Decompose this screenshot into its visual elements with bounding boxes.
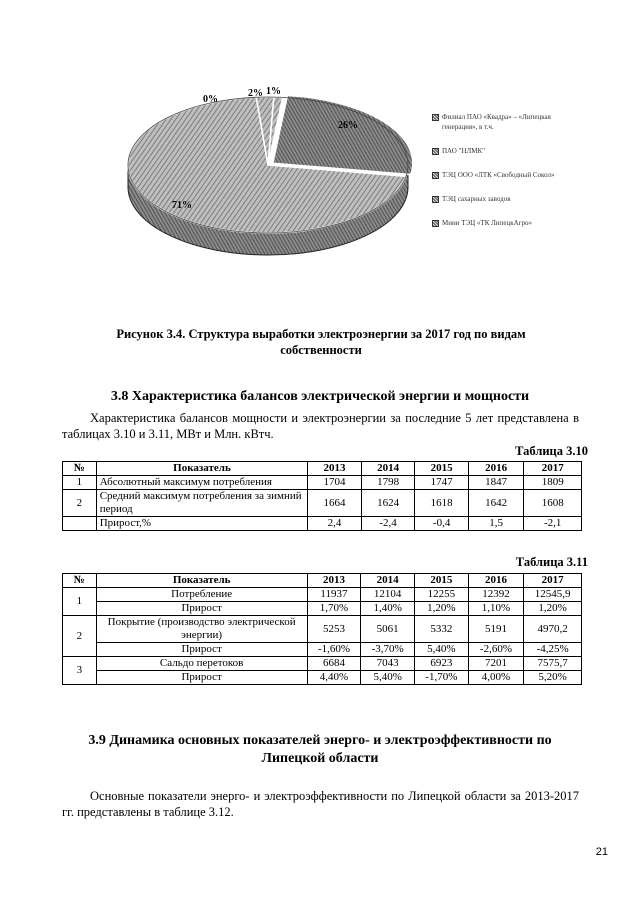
table-header-row: [63, 574, 582, 588]
table-cell: 1: [63, 588, 97, 616]
legend-label: Мини ТЭЦ «ТК ЛипецкАгро»: [442, 219, 533, 227]
table-cell: Прирост: [96, 602, 307, 616]
table-cell: [63, 517, 97, 531]
table-header-cell: 2013: [308, 462, 362, 476]
table-cell: 1847: [468, 476, 524, 490]
section-3-9-heading-line-2: Липецкой области: [261, 751, 379, 766]
legend-label: Филиал ПАО «Квадра» – «Липецкая генерация», в т.ч.: [442, 113, 551, 131]
section-3-8-paragraph: [62, 410, 579, 442]
table-header-row: [63, 462, 582, 476]
caption-line-1: Рисунок 3.4. Структура выработки электроэнергии за 2017 год по видам: [116, 327, 526, 341]
table-header-cell: 2017: [524, 574, 582, 588]
table-cell: 5253: [307, 616, 361, 643]
table-row: [63, 476, 582, 490]
caption-line-2: собственности: [280, 343, 362, 357]
legend-item: [432, 194, 582, 204]
table-cell: 5191: [468, 616, 524, 643]
section-3-8-text: Характеристика балансов мощности и электроэнергии за последние 5 лет представлена в таблицах 3.10 и 3.11, МВт и Млн. кВтч.: [62, 411, 579, 441]
table-cell: -0,4: [415, 517, 469, 531]
table-cell: 12104: [361, 588, 415, 602]
table-cell: 7043: [361, 657, 415, 671]
table-cell: 12545,9: [524, 588, 582, 602]
table-cell: 4,00%: [468, 671, 524, 685]
table-cell: 12392: [468, 588, 524, 602]
table-3-10: [62, 461, 582, 531]
table-cell: 2,4: [308, 517, 362, 531]
pie-label-71: 71%: [172, 200, 192, 211]
table-header-cell: 2013: [307, 574, 361, 588]
table-cell: 1704: [308, 476, 362, 490]
table-cell: 2: [63, 490, 97, 517]
table-cell: Сальдо перетоков: [96, 657, 307, 671]
table-cell: Средний максимум потребления за зимний период: [96, 490, 308, 517]
table-cell: 12255: [414, 588, 468, 602]
section-3-9-heading-line-1: 3.9 Динамика основных показателей энерго- и электроэффективности по: [88, 733, 552, 748]
table-cell: 5061: [361, 616, 415, 643]
table-cell: 5,20%: [524, 671, 582, 685]
table-cell: -3,70%: [361, 643, 415, 657]
table-cell: Покрытие (производство электрической энергии): [96, 616, 307, 643]
table-3-11: [62, 573, 582, 685]
pie-label-1: 1%: [266, 86, 281, 97]
section-3-9-text: Основные показатели энерго- и электроэффективности по Липецкой области за 2013-2017 гг. представлены в таблице 3.12.: [62, 789, 579, 819]
table-cell: 1,40%: [361, 602, 415, 616]
table-row: [63, 588, 582, 602]
table-cell: 1642: [468, 490, 524, 517]
table-header-cell: 2016: [468, 462, 524, 476]
table-header-cell: 2017: [524, 462, 582, 476]
table-cell: 1,70%: [307, 602, 361, 616]
table-cell: 7575,7: [524, 657, 582, 671]
table-cell: 1809: [524, 476, 582, 490]
table-cell: Прирост: [96, 643, 307, 657]
table-header-cell: 2015: [415, 462, 469, 476]
table-cell: Абсолютный максимум потребления: [96, 476, 308, 490]
table-header-cell: 2015: [414, 574, 468, 588]
pie-label-0: 0%: [203, 94, 218, 105]
legend-label: ТЭЦ ООО «ЛТК «Свободный Сокол»: [442, 171, 555, 179]
table-cell: 7201: [468, 657, 524, 671]
table-header-cell: 2014: [361, 462, 415, 476]
legend-swatch: [432, 148, 439, 155]
table-header-cell: №: [63, 462, 97, 476]
pie-figure: [0, 0, 640, 320]
table-header-cell: Показатель: [96, 462, 308, 476]
legend-item: [432, 170, 582, 180]
table-cell: -1,70%: [414, 671, 468, 685]
table-cell: -4,25%: [524, 643, 582, 657]
table-cell: 1,10%: [468, 602, 524, 616]
table-row: [63, 643, 582, 657]
table-row: [63, 616, 582, 643]
table-cell: Потребление: [96, 588, 307, 602]
table-cell: 1,20%: [524, 602, 582, 616]
table-cell: 1,5: [468, 517, 524, 531]
table-cell: 11937: [307, 588, 361, 602]
table-cell: 1664: [308, 490, 362, 517]
table-cell: 5,40%: [414, 643, 468, 657]
table-cell: 5,40%: [361, 671, 415, 685]
legend-swatch: [432, 220, 439, 227]
section-3-9-paragraph: [62, 788, 579, 820]
table-row: [63, 671, 582, 685]
table-cell: 1: [63, 476, 97, 490]
legend-label: ПАО "НЛМК": [442, 147, 485, 155]
section-3-8-heading: 3.8 Характеристика балансов электрической энергии и мощности: [110, 389, 530, 404]
legend-label: ТЭЦ сахарных заводов: [442, 195, 511, 203]
table-cell: 4,40%: [307, 671, 361, 685]
table-row: [63, 602, 582, 616]
figure-caption: [96, 326, 546, 358]
table-cell: -2,60%: [468, 643, 524, 657]
legend-item: [432, 112, 582, 132]
table-cell: 4970,2: [524, 616, 582, 643]
legend-swatch: [432, 114, 439, 121]
table-cell: 1798: [361, 476, 415, 490]
table-header-cell: №: [63, 574, 97, 588]
table-cell: -2,1: [524, 517, 582, 531]
table-row: [63, 517, 582, 531]
pie-legend: [432, 112, 582, 242]
section-3-9-heading: [60, 732, 580, 768]
legend-item: [432, 218, 582, 228]
table-cell: 3: [63, 657, 97, 685]
page-number: 21: [595, 846, 608, 858]
legend-swatch: [432, 172, 439, 179]
table-cell: -2,4: [361, 517, 415, 531]
table-3-11-title: Таблица 3.11: [515, 555, 588, 569]
table-3-10-title: Таблица 3.10: [515, 444, 588, 458]
table-cell: 1618: [415, 490, 469, 517]
legend-item: [432, 146, 582, 156]
table-header-cell: Показатель: [96, 574, 307, 588]
legend-swatch: [432, 196, 439, 203]
pie-label-26: 26%: [338, 120, 358, 131]
table-cell: 6684: [307, 657, 361, 671]
table-cell: 5332: [414, 616, 468, 643]
table-cell: 2: [63, 616, 97, 657]
table-cell: 1624: [361, 490, 415, 517]
table-cell: Прирост: [96, 671, 307, 685]
table-row: [63, 490, 582, 517]
table-cell: 1747: [415, 476, 469, 490]
table-cell: 1608: [524, 490, 582, 517]
pie-label-2: 2%: [248, 88, 263, 99]
table-cell: 6923: [414, 657, 468, 671]
table-cell: Прирост,%: [96, 517, 308, 531]
table-header-cell: 2016: [468, 574, 524, 588]
table-header-cell: 2014: [361, 574, 415, 588]
table-cell: 1,20%: [414, 602, 468, 616]
table-row: [63, 657, 582, 671]
table-cell: -1,60%: [307, 643, 361, 657]
